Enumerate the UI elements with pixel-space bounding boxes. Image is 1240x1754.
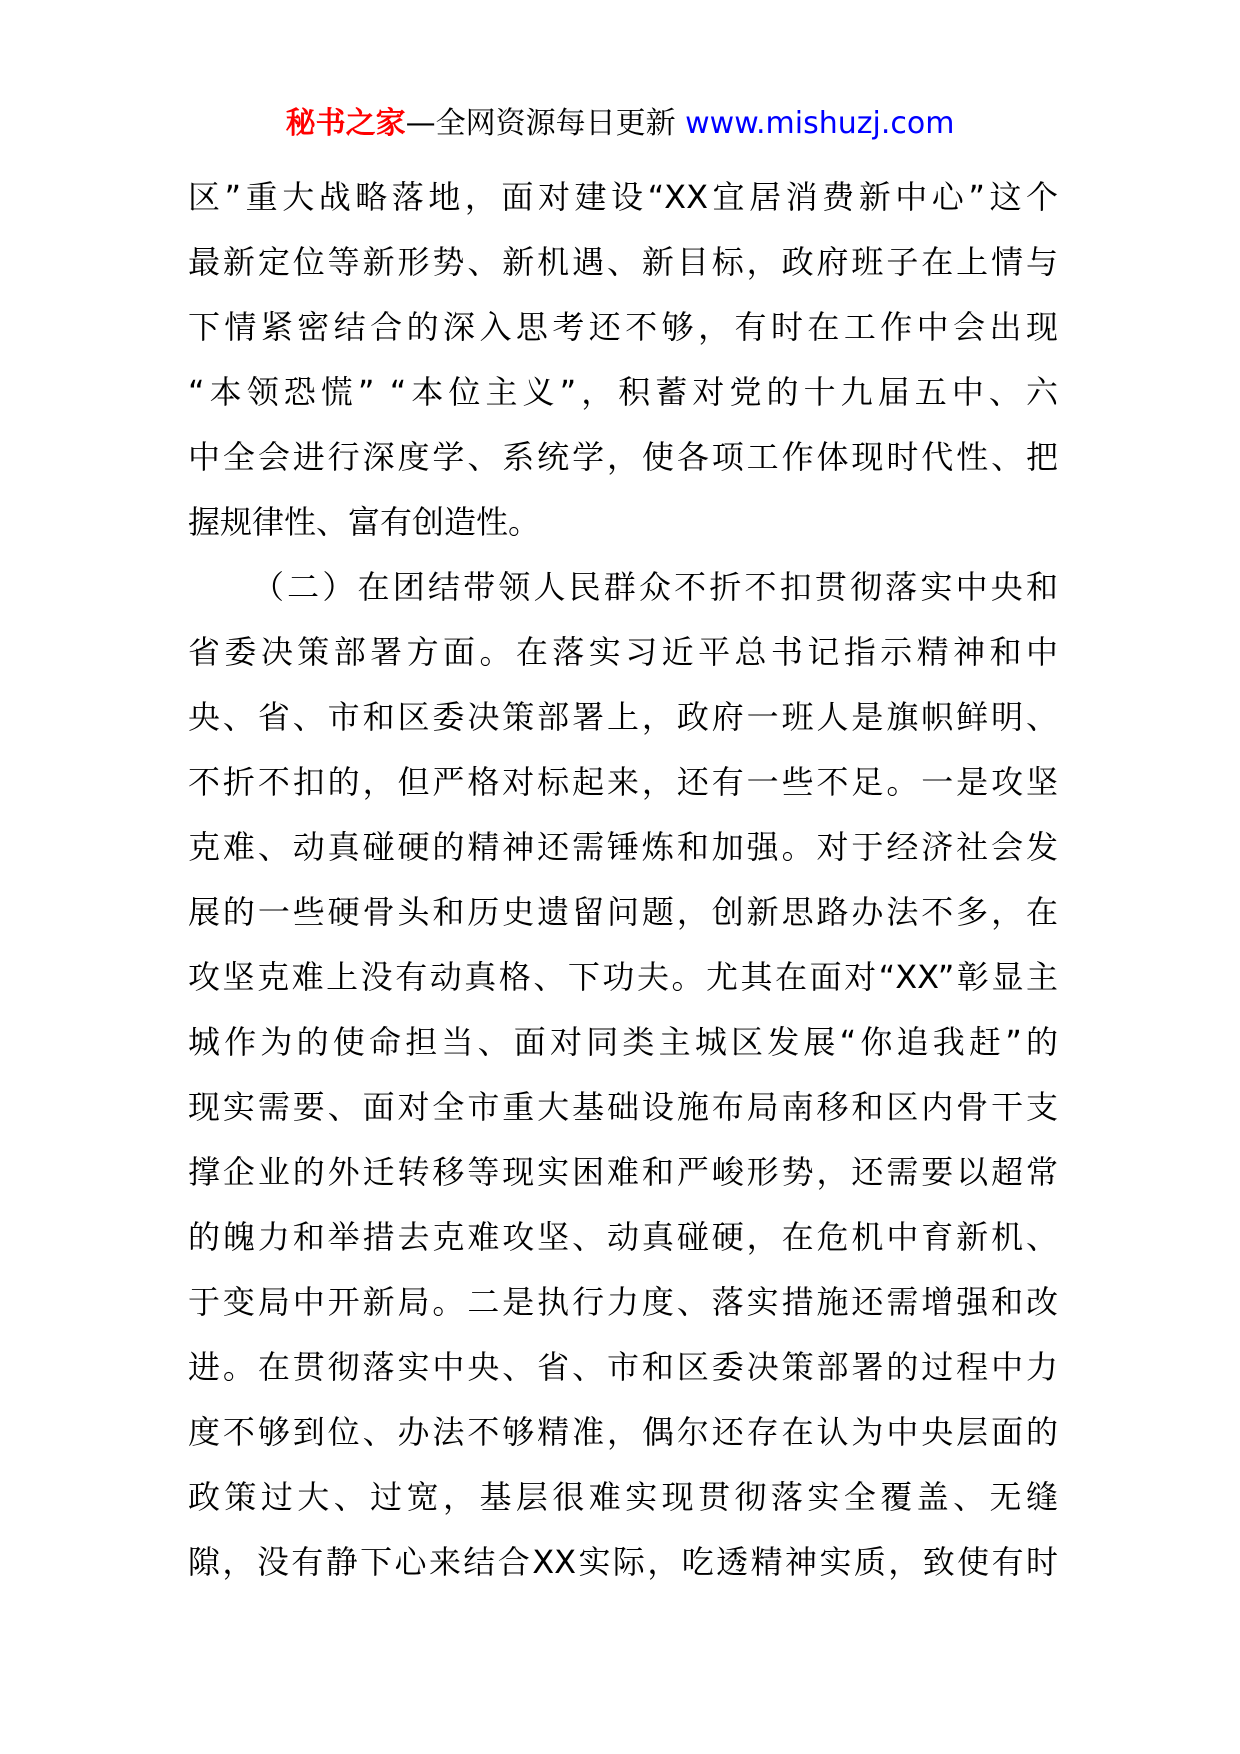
text-line: 度不够到位、办法不够精准，偶尔还存在认为中央层面的 (188, 1413, 1058, 1451)
text-line: 克难、动真碰硬的精神还需锤炼和加强。对于经济社会发 (188, 828, 1058, 866)
website-link[interactable]: www.mishuzj.com (685, 106, 955, 141)
text-line: 城作为的使命担当、面对同类主城区发展“你追我赶”的 (188, 1023, 1058, 1061)
text-line: 攻坚克难上没有动真格、下功夫。尤其在面对“XX”彰显主 (188, 958, 1058, 996)
header-tagline: —全网资源每日更新 (405, 106, 686, 141)
text-line: 不折不扣的，但严格对标起来，还有一些不足。一是攻坚 (188, 763, 1058, 801)
text-line: 下情紧密结合的深入思考还不够，有时在工作中会出现 (188, 308, 1058, 346)
brand-name: 秘书之家 (285, 106, 406, 141)
text-line: 进。在贯彻落实中央、省、市和区委决策部署的过程中力 (188, 1348, 1058, 1386)
text-line: 展的一些硬骨头和历史遗留问题，创新思路办法不多，在 (188, 893, 1058, 931)
text-line: 现实需要、面对全市重大基础设施布局南移和区内骨干支 (188, 1088, 1058, 1126)
text-line: 最新定位等新形势、新机遇、新目标，政府班子在上情与 (188, 243, 1058, 281)
text-line: 政策过大、过宽，基层很难实现贯彻落实全覆盖、无缝 (188, 1478, 1058, 1516)
text-line: 区”重大战略落地，面对建设“XX宜居消费新中心”这个 (188, 178, 1058, 216)
text-line: 省委决策部署方面。在落实习近平总书记指示精神和中 (188, 633, 1058, 671)
text-line: 中全会进行深度学、系统学，使各项工作体现时代性、把 (188, 438, 1058, 476)
text-line: “本领恐慌” “本位主义”，积蓄对党的十九届五中、六 (188, 373, 1058, 411)
text-line: 于变局中开新局。二是执行力度、落实措施还需增强和改 (188, 1283, 1058, 1321)
paragraph-end-line: 握规律性、富有创造性。 (188, 503, 541, 541)
page-header (0, 102, 1240, 146)
section-heading-line: （二）在团结带领人民群众不折不扣贯彻落实中央和 (252, 568, 1058, 606)
text-line: 隙，没有静下心来结合XX实际，吃透精神实质，致使有时 (188, 1543, 1058, 1581)
text-line: 央、省、市和区委决策部署上，政府一班人是旗帜鲜明、 (188, 698, 1058, 736)
text-line: 撑企业的外迁转移等现实困难和严峻形势，还需要以超常 (188, 1153, 1058, 1191)
text-line: 的魄力和举措去克难攻坚、动真碰硬，在危机中育新机、 (188, 1218, 1058, 1256)
document-body (188, 165, 1058, 1595)
